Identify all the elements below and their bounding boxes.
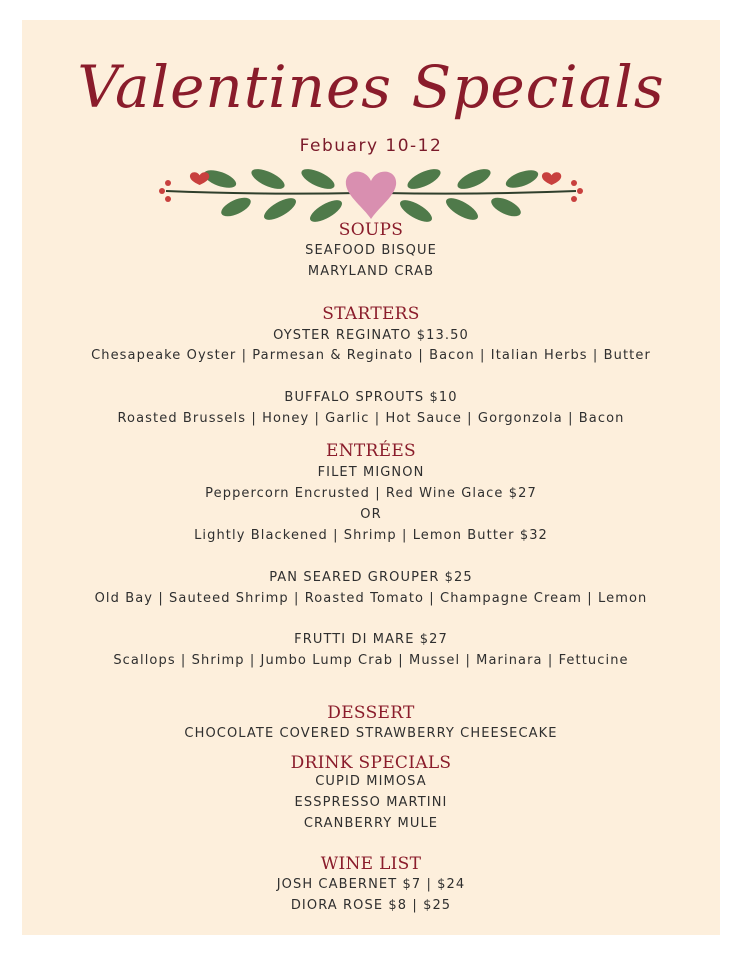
menu-title: Valentines Specials (77, 53, 665, 121)
entree-name: PAN SEARED GROUPER $25 (269, 570, 473, 585)
drink-item: ESSPRESSO MARTINI (294, 795, 448, 810)
drink-item: CRANBERRY MULE (303, 816, 439, 831)
menu-page (22, 20, 720, 935)
entree-desc: Old Bay | Sauteed Shrimp | Roasted Tomato | Champagne Cream | Lemon (94, 591, 648, 606)
starter-desc: Roasted Brussels | Honey | Garlic | Hot Sauce | Gorgonzola | Bacon (117, 411, 625, 426)
starters-heading: STARTERS (322, 304, 420, 324)
dessert-heading: DESSERT (327, 703, 415, 723)
starter-desc: Chesapeake Oyster | Parmesan & Reginato | Bacon | Italian Herbs | Butter (91, 348, 651, 363)
menu-dates: Febuary 10-12 (299, 136, 443, 156)
floral-garland (158, 153, 584, 223)
entree-name: FILET MIGNON (317, 465, 425, 480)
starter-name: OYSTER REGINATO $13.50 (273, 328, 469, 343)
entree-name: FRUTTI DI MARE $27 (294, 632, 448, 647)
wine-item: DIORA ROSE $8 | $25 (290, 898, 452, 913)
drinks-heading: DRINK SPECIALS (290, 753, 452, 773)
heart-icon (346, 172, 396, 219)
entree-option: Lightly Blackened | Shrimp | Lemon Butter $32 (194, 528, 548, 543)
entrees-heading: ENTRÉES (326, 441, 416, 461)
soup-item: MARYLAND CRAB (307, 264, 435, 279)
soup-item: SEAFOOD BISQUE (305, 243, 437, 258)
entree-option: Peppercorn Encrusted | Red Wine Glace $27 (205, 486, 537, 501)
starter-name: BUFFALO SPROUTS $10 (284, 390, 458, 405)
dessert-item: CHOCOLATE COVERED STRAWBERRY CHEESECAKE (184, 726, 558, 741)
small-heart-right-icon (542, 172, 561, 185)
small-heart-left-icon (190, 172, 209, 185)
wine-heading: WINE LIST (320, 854, 422, 874)
entree-or: OR (360, 507, 382, 522)
drink-item: CUPID MIMOSA (315, 774, 427, 789)
entree-desc: Scallops | Shrimp | Jumbo Lump Crab | Mussel | Marinara | Fettucine (113, 653, 629, 668)
wine-item: JOSH CABERNET $7 | $24 (276, 877, 466, 892)
soups-heading: SOUPS (338, 220, 404, 240)
